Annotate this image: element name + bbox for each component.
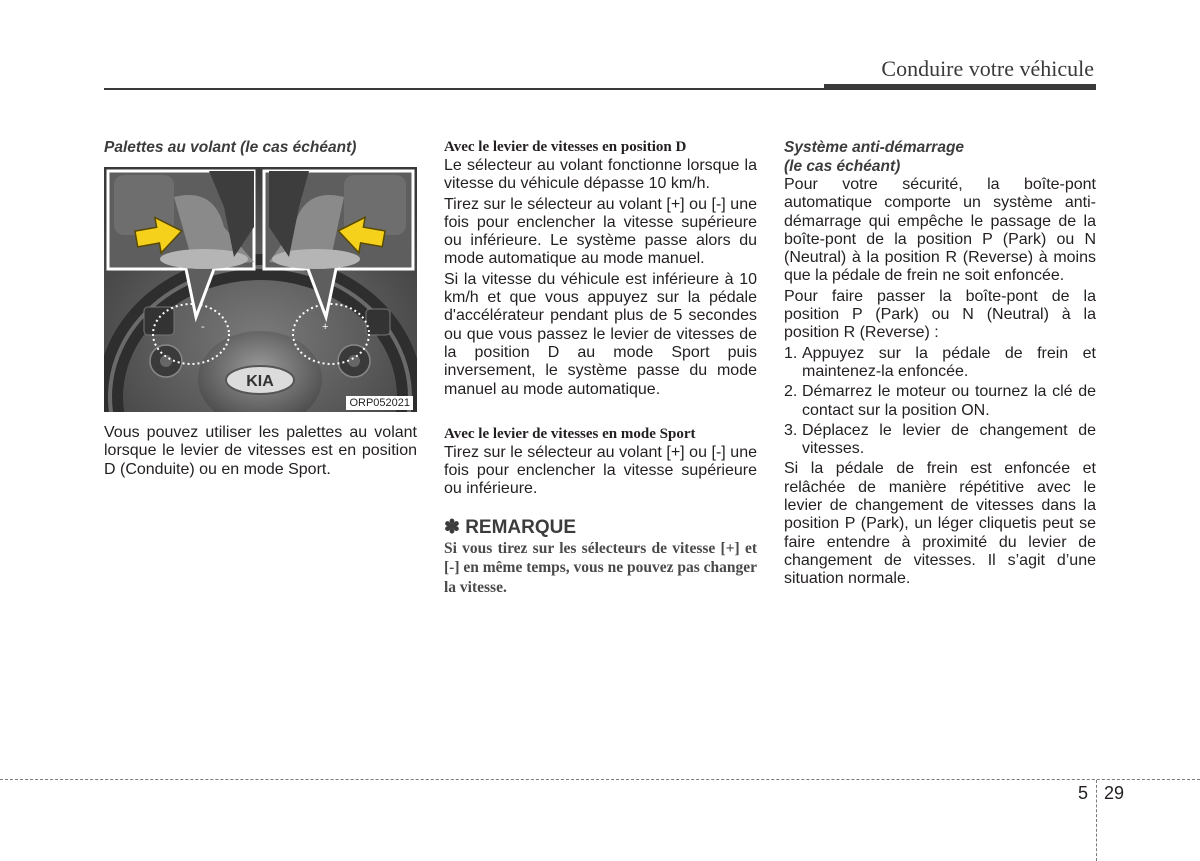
paragraph: Tirez sur le sélecteur au volant [+] ou [-] une fois pour enclencher la vitesse supérieure ou inférieure. Le système passe alors du mode automatique au mode manuel. bbox=[444, 195, 757, 268]
note-title: ✽ REMARQUE bbox=[444, 516, 577, 538]
section-heading-position-d: Avec le levier de vitesses en position D bbox=[444, 139, 687, 155]
section-heading-paddles: Palettes au volant (le cas échéant) bbox=[104, 139, 357, 156]
page-header-title: Conduire votre véhicule bbox=[881, 56, 1094, 81]
list-item-number: 1. bbox=[784, 344, 798, 362]
paragraph: Le sélecteur au volant fonctionne lorsque la vitesse du véhicule dépasse 10 km/h. bbox=[444, 157, 757, 193]
steps-list bbox=[784, 345, 1096, 459]
column-right bbox=[784, 138, 1096, 589]
note-body: Si vous tirez sur les sélecteurs de vitesse [+] et [-] en même temps, vous ne pouvez pas changer la vitesse. bbox=[444, 539, 757, 596]
list-item-number: 2. bbox=[784, 383, 798, 401]
svg-text:-: - bbox=[201, 321, 205, 333]
kia-logo: KIA bbox=[246, 373, 274, 390]
column-left bbox=[104, 138, 417, 479]
paragraph: Si la vitesse du véhicule est inférieure à 10 km/h et que vous appuyez sur la pédale d'accélérateur pendant plus de 5 secondes ou que vous passez le levier de vitesses de la position D au mode Sport puis inversement, le système passe du mode manuel au mode automatique. bbox=[444, 270, 757, 398]
paddle-shifter-figure bbox=[104, 167, 417, 412]
footer-divider bbox=[1096, 780, 1097, 861]
list-item bbox=[784, 383, 1096, 420]
header-rule-accent bbox=[824, 84, 1096, 90]
paragraph: Si la pédale de frein est enfoncée et relâchée de manière répétitive avec le levier de changement de vitesses dans la position P (Park), un léger cliquetis peut se faire entendre à proximité du levier de changement de vitesses. Il s’agit d’une situation normale. bbox=[784, 460, 1096, 588]
section-heading-sport-mode: Avec le levier de vitesses en mode Sport bbox=[444, 425, 696, 442]
list-item-text: Déplacez le levier de changement de vitesses. bbox=[802, 421, 1096, 458]
chapter-number: 5 bbox=[1078, 783, 1089, 803]
header-rule bbox=[104, 88, 824, 90]
list-item-text: Démarrez le moteur ou tournez la clé de contact sur la position ON. bbox=[802, 383, 1096, 419]
figure-code: ORP052021 bbox=[346, 396, 413, 410]
page-number: 29 bbox=[1104, 783, 1125, 803]
paragraph: Pour faire passer la boîte-pont de la position P (Park) ou N (Neutral) à la position R (Reverse) : bbox=[784, 287, 1096, 342]
heading-line: Système anti-démarrage bbox=[784, 139, 965, 156]
paddles-paragraph: Vous pouvez utiliser les palettes au volant lorsque le levier de vitesses est en position D (Conduite) ou en mode Sport. bbox=[104, 424, 417, 478]
paragraph: Pour votre sécurité, la boîte-pont automatique comporte un système anti-démarrage qui empêche le passage de la boîte-pont de la position P (Park) ou N (Neutral) à la position R (Reverse) à moins que la pédale de frein ne soit enfoncée. bbox=[784, 176, 1096, 285]
list-item-text: Appuyez sur la pédale de frein et maintenez-la enfoncée. bbox=[802, 344, 1096, 380]
svg-text:+: + bbox=[322, 321, 329, 333]
steering-wheel-illustration bbox=[104, 167, 417, 412]
heading-line: (le cas échéant) bbox=[784, 158, 901, 175]
list-item bbox=[784, 422, 1096, 459]
list-item-number: 3. bbox=[784, 421, 798, 439]
footer-rule bbox=[0, 779, 1200, 780]
paragraph: Tirez sur le sélecteur au volant [+] ou [-] une fois pour enclencher la vitesse supérieure ou inférieure. bbox=[444, 443, 757, 498]
column-middle bbox=[444, 138, 757, 597]
section-heading-immobilizer bbox=[784, 138, 1096, 176]
list-item bbox=[784, 345, 1096, 382]
